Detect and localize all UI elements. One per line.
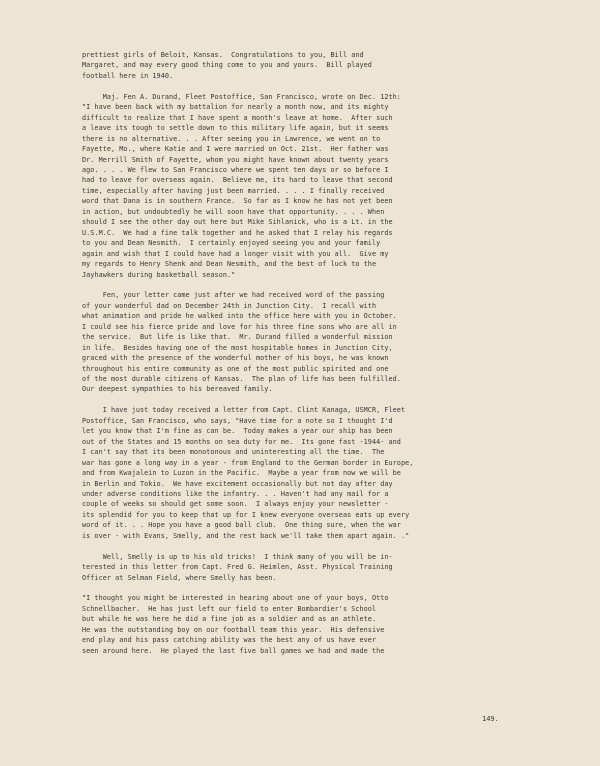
paragraph-wedding-note: prettiest girls of Beloit, Kansas. Congratulations to you, Bill and Margaret, and may every good thing come to you and yours. Bill played football here in 1940. bbox=[82, 51, 372, 80]
paragraph-durand-letter: Maj. Fen A. Durand, Fleet Postoffice, San Francisco, wrote on Dec. 12th: "I have been back with my battalion for nearly a month now, and its mighty difficult to realize that I have spent a month's leave at home. After such a leave its tough to settle down to this military life again, but it seems there is no alternative. . . After seeing you in Lawrence, we went on to Fayette, Mo., where Katie and I were married on Oct. 21st. Her father was Dr. Merrill Smith of Fayette, whom you might have known about twenty years ago. . . . We flew to San Francisco where we spent ten days or so before I had to leave for overseas again. Believe me, its hard to leave that second time, especially after having just been married. . . . I finally received word that Dana is in southern France. So far as I know he has not yet been in action, but undoubtedly he will soon have that opportunity. . . . When should I see the other day out here but Mike Sihlanick, who is a Lt. in the U.S.M.C. We had a fine talk together and he asked that I relay his regards to you and Dean Nesmith. I certainly enjoyed seeing you and your family again and wish that I could have had a longer visit with you all. Give my my regards to Henry Shenk and Dean Nesmith, and the best of luck to the Jayhawkers during basketball season." bbox=[82, 92, 401, 279]
paragraph-kanaga-letter: I have just today received a letter from Capt. Clint Kanaga, USMCR, Fleet Postoffice, San Francisco, who says, "Have time for a note so I thought I'd let you know that I'm fine as can be. Today makes a year our ship has been out of the States and 15 months on sea duty for me. Its gone fast -1944- and I can't say that its been monotonous and uninteresting all the time. The war has gone a long way in a year - from England to the German border in Europe, and from Kwajalein to Luzon in the Pacific. Maybe a year from now we will be in Berlin and Tokio. We have excitement occasionally but not day after day under adverse conditions like the infantry. . . Haven't had any mail for a couple of weeks so should get some soon. I always enjoy your newsletter - its splendid for you to keep that up for I knew everyone overseas eats up every word of it. . . Hope you have a good ball club. One thing sure, when the war is over - with Evans, Smelly, and the rest back we'll take them apart again. ." bbox=[82, 406, 414, 540]
body-text bbox=[82, 50, 554, 656]
page-number: 149. bbox=[482, 715, 499, 723]
paragraph-smelly-intro: Well, Smelly is up to his old tricks! I think many of you will be in- terested in this letter from Capt. Fred G. Heimlen, Asst. Physical Training Officer at Selman Field, where Smelly has been. bbox=[82, 552, 393, 582]
paragraph-durand-reply: Fen, your letter came just after we had received word of the passing of your wonderful dad on December 24th in Junction City. I recall with what animation and pride he walked into the office here with you in October. I could see his fierce pride and love for his three fine sons who are all in the service. But life is like that. Mr. Durand filled a wonderful mission in life. Besides having one of the most hospitable homes in Junction City, graced with the presence of the wonderful mother of his boys, he was known throughout his entire community as one of the most public spirited and one of the most durable citizens of Kansas. The plan of life has been fulfilled. Our deepest sympathies to his bereaved family. bbox=[82, 291, 401, 394]
paragraph-heimlen-letter: "I thought you might be interested in hearing about one of your boys, Otto Schnellbacher. He has just left our field to enter Bombardier's School but while he was here he did a fine job as a soldier and as an athlete. He was the outstanding boy on our football team this year. His defensive end play and his pass catching ability was the best any of us have ever seen around here. He played the last five ball games we had and made the bbox=[82, 594, 389, 655]
